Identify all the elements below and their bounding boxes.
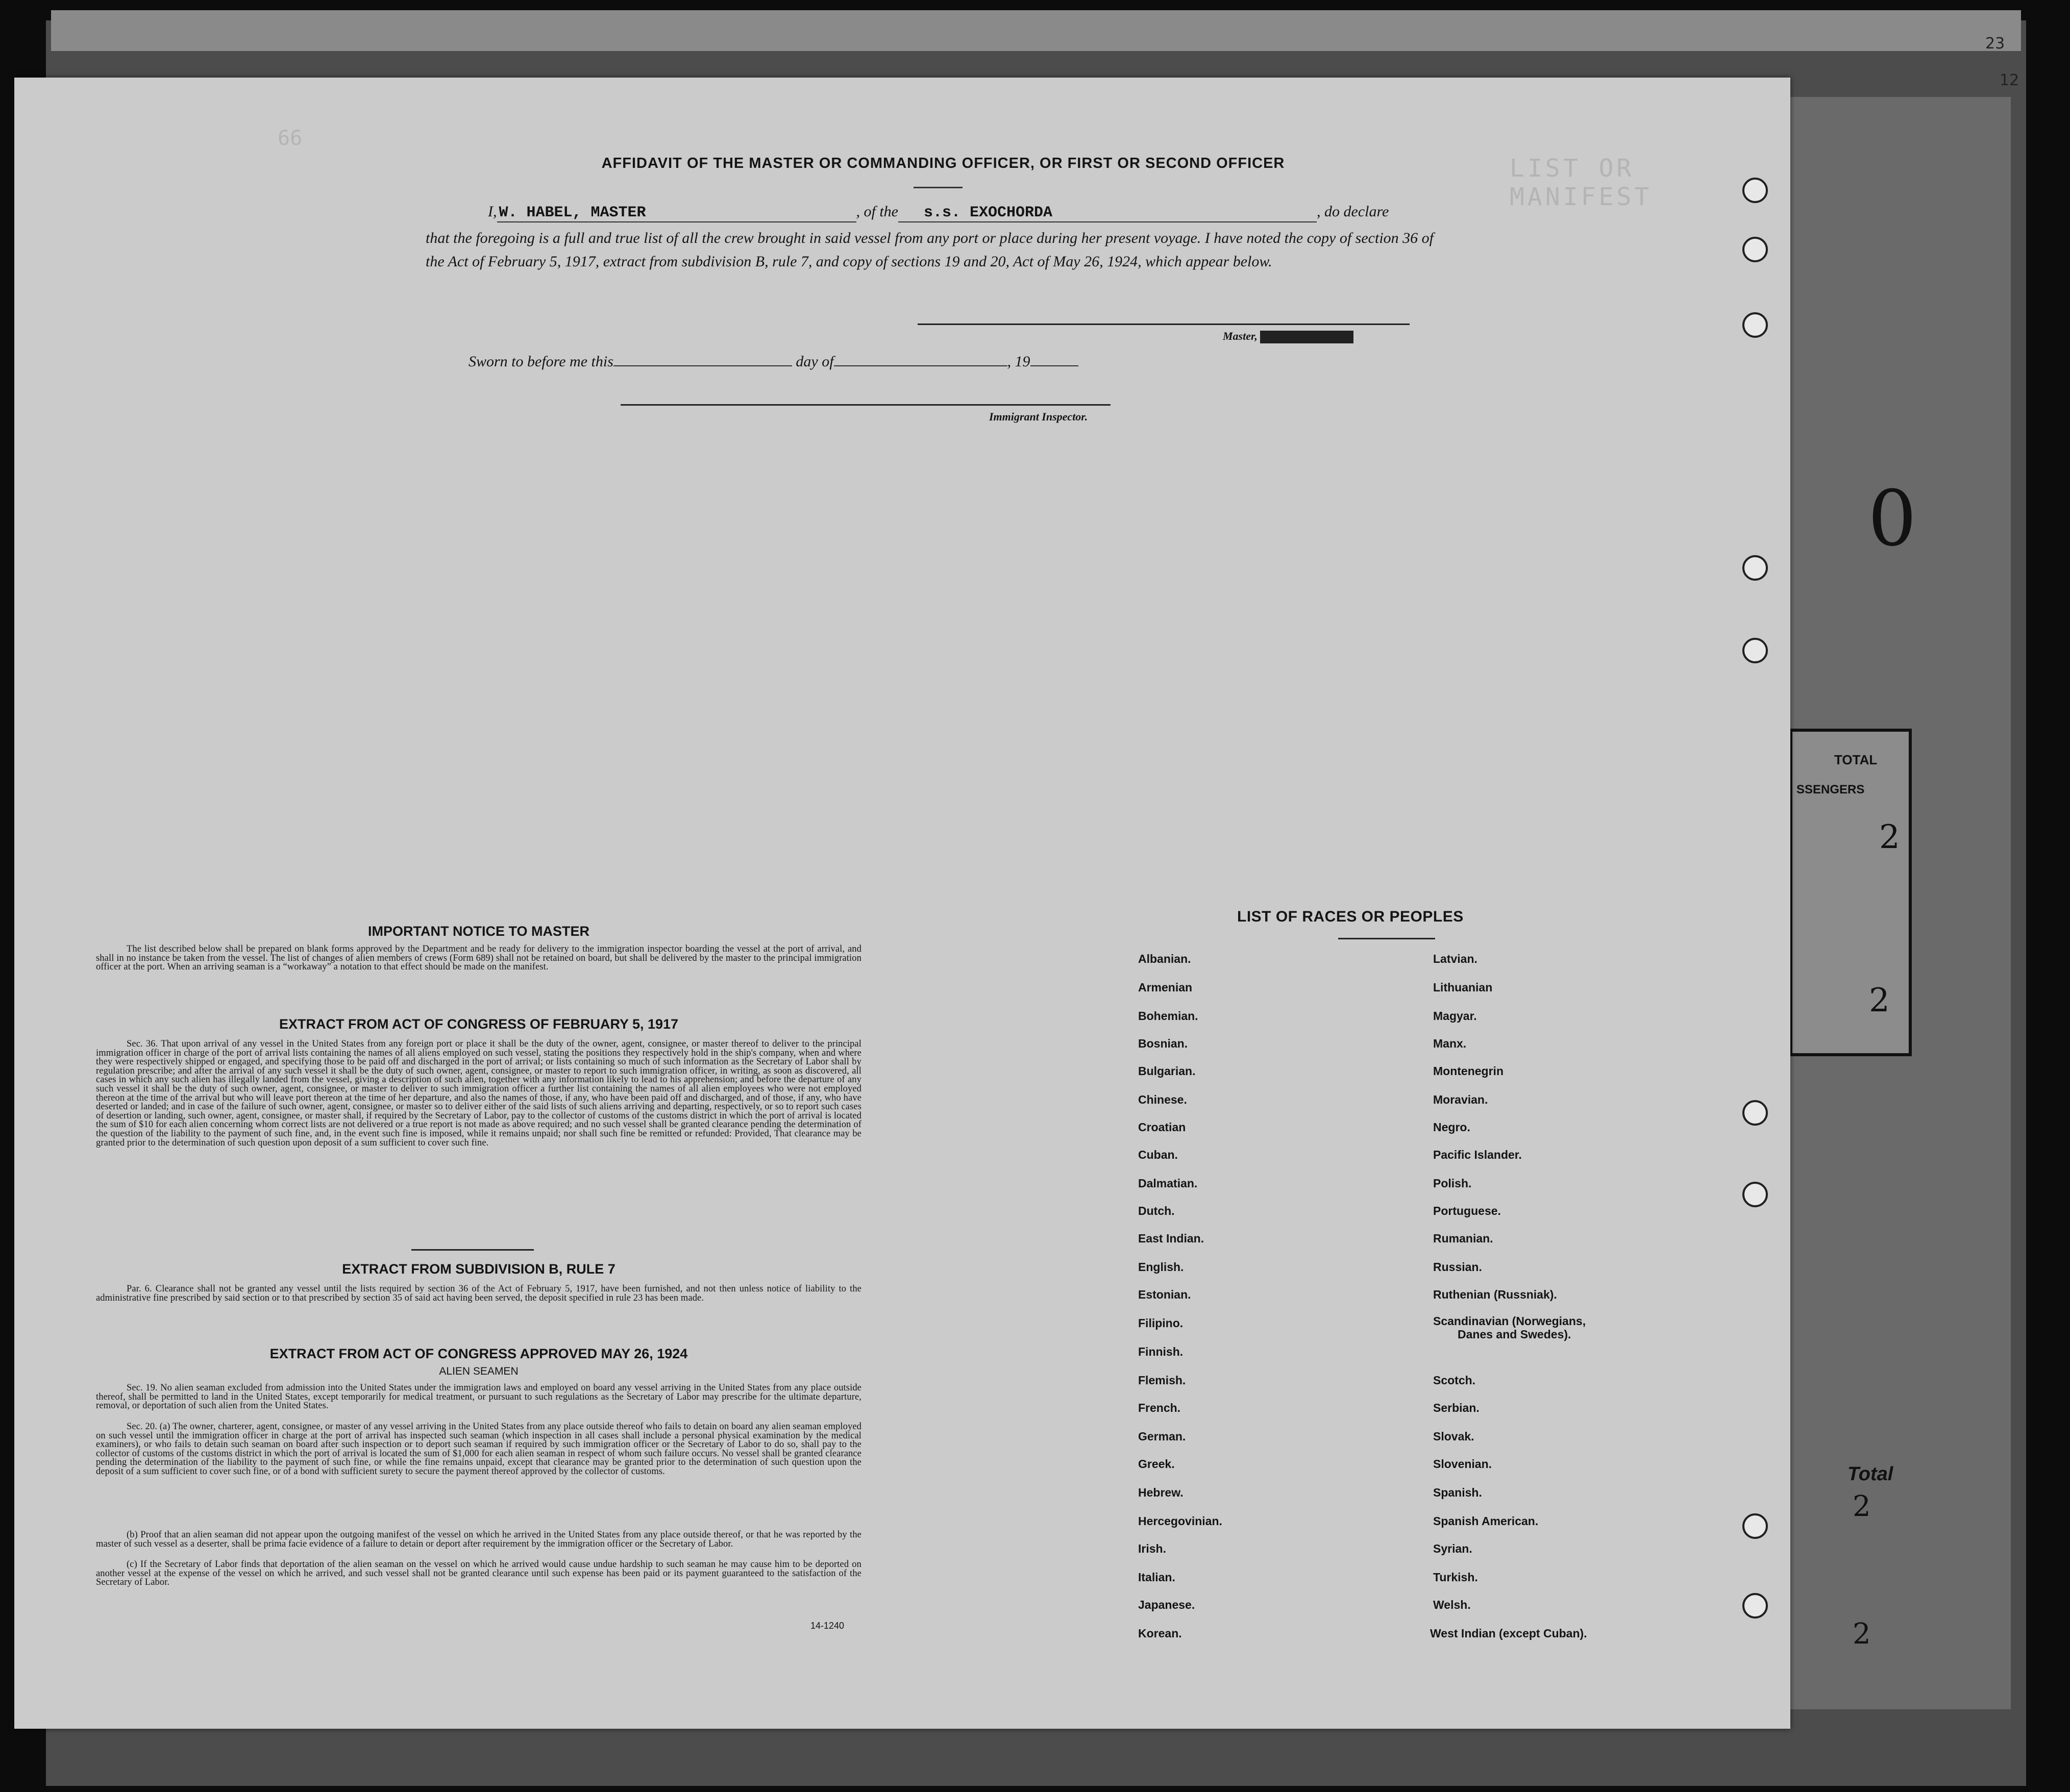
punch-hole [1742, 237, 1768, 262]
corner-number-top: 23 [1985, 35, 2005, 53]
extract2-text: Par. 6. Clearance shall not be granted any vessel until the lists required by section 36 of the Act of February 5, 1917, have been furnished, and not then unless notice of liability to the administrative fine prescribed by said section or to that prescribed by section 35 of said act having been served, the deposit specified in rule 23 has been made. [96, 1284, 861, 1303]
declaration-first-line [488, 203, 1389, 222]
affidavit-page [14, 78, 1790, 1729]
race-item: Croatian [1138, 1121, 1186, 1134]
race-item: Scotch. [1433, 1374, 1476, 1387]
race-item: Montenegrin [1433, 1064, 1504, 1078]
race-item: Pacific Islander. [1433, 1148, 1522, 1161]
master-label: Master, [1223, 330, 1258, 342]
totals-value-2: 2 [1869, 982, 1890, 1019]
race-item: East Indian. [1138, 1232, 1204, 1245]
faint-page-number: 66 [278, 127, 303, 150]
race-item: Finnish. [1138, 1345, 1184, 1358]
master-signature-label [1223, 330, 1353, 343]
do-declare-text: , do declare [1317, 203, 1389, 220]
race-item: Filipino. [1138, 1316, 1184, 1330]
race-item: Russian. [1433, 1260, 1482, 1274]
punch-hole [1742, 638, 1768, 663]
sec20b-text: (b) Proof that an alien seaman did not appear upon the outgoing manifest of the vessel on which he arrived in the United States from any place outside thereof, or that he was reported by the master of such vessel as a deserter, shall be prima facie evidence of a failure to detain or deport after requirement by the immigration officer or the Secretary of Labor. [96, 1530, 861, 1549]
race-item: Ruthenian (Russniak). [1433, 1288, 1557, 1301]
notice-heading: IMPORTANT NOTICE TO MASTER [368, 924, 589, 939]
extract3-heading: EXTRACT FROM ACT OF CONGRESS APPROVED MAY 26, 1924 [269, 1346, 688, 1361]
corner-number-second: 12 [2000, 71, 2019, 89]
race-item: Scandinavian (Norwegians, [1433, 1314, 1586, 1328]
struck-out-title: XXXXXXXXXXXXXX. [1260, 331, 1354, 343]
sworn-text: Sworn to before me this [469, 353, 613, 370]
totals-2-value-2: 2 [1853, 1617, 1871, 1651]
form-number: 14-1240 [810, 1621, 845, 1631]
race-item: Bulgarian. [1138, 1064, 1196, 1078]
race-item: Negro. [1433, 1121, 1470, 1134]
race-item: French. [1138, 1401, 1181, 1414]
totals-label-2: Total [1847, 1463, 1893, 1485]
race-item: Serbian. [1433, 1401, 1480, 1414]
race-item: English. [1138, 1260, 1184, 1274]
totals-box-passengers [1789, 729, 1912, 1056]
race-item: Hebrew. [1138, 1486, 1184, 1499]
sec20a-text: Sec. 20. (a) The owner, charterer, agent, consignee, or master of any vessel arriving in the United States from any place outside thereof who fails to detain on board any alien seaman employed on such vessel until the immigration officer in charge at the port of arrival has inspected such seaman (which inspection in all cases shall include a personal physical examination by the medical examiners), or who fails to detain such seaman on board after such inspection or to deport such seaman if required by such immigration officer or the Secretary of Labor to do so, shall pay to the collector of customs of the customs district in which the port of arrival is located the sum of $1,000 for each alien seaman in respect of whom such failure occurs. No vessel shall be granted clearance pending the determination of the liability to the payment of such fine, or while the fine remains unpaid, except that clearance may be granted prior to the determination of such question upon the deposit of a sum sufficient to cover such fine, or of a bond with sufficient surety to secure the payment thereof approved by the collector of customs. [96, 1422, 861, 1477]
sec19-text: Sec. 19. No alien seaman excluded from admission into the United States under the immigration laws and employed on board any vessel arriving in the United States from any place outside thereof, shall be permitted to land in the United States, except temporarily for medical treatment, or pursuant to such regulations as the Secretary of Labor may prescribe for the ultimate departure, removal, or deportation of such alien from the United States. [96, 1383, 861, 1411]
race-item: Chinese. [1138, 1093, 1187, 1106]
race-item: Turkish. [1433, 1571, 1478, 1584]
race-item: Japanese. [1138, 1598, 1195, 1611]
race-item: Rumanian. [1433, 1232, 1493, 1245]
race-item: Albanian. [1138, 952, 1191, 965]
extract1-heading: EXTRACT FROM ACT OF CONGRESS OF FEBRUARY 5, 1917 [279, 1016, 679, 1032]
race-item: Lithuanian [1433, 981, 1493, 994]
declaration-text: that the foregoing is a full and true list of all the crew brought in said vessel from any port or place during her present voyage. I have noted the copy of section 36 of the Act of February 5, 1917, extract from subdivision B, rule 7, and copy of sections 19 and 20, Act of May 26, 1924, which appear below. [426, 230, 1434, 270]
inspector-signature-line [621, 404, 1111, 406]
race-item: Slovak. [1433, 1430, 1474, 1443]
punch-hole [1742, 312, 1768, 338]
vessel-name-field: s.s. EXOCHORDA [898, 204, 1317, 222]
handwritten-mark: 0 [1868, 475, 1917, 563]
notice-text: The list described below shall be prepared on blank forms approved by the Department and be ready for delivery to the immigration inspector boarding the vessel at the port of arrival, and shall in no instance be taken from the vessel. The list of changes of alien members of crews (Form 689) shall not be retained on board, but shall be delivered by the master to the principal immigration officer at the port. When an arriving seaman is a “workaway” a notation to that effect should be made on the manifest. [96, 944, 861, 973]
race-item-continued: Danes and Swedes). [1458, 1328, 1571, 1341]
race-item: Armenian [1138, 981, 1193, 994]
totals-label: TOTAL [1834, 752, 1878, 767]
affidavit-title: AFFIDAVIT OF THE MASTER OR COMMANDING OFFICER, OR FIRST OR SECOND OFFICER [601, 155, 1285, 171]
punch-hole [1742, 1513, 1768, 1539]
race-item: West Indian (except Cuban). [1430, 1627, 1587, 1640]
race-item: Manx. [1433, 1037, 1467, 1050]
race-item: Korean. [1138, 1627, 1182, 1640]
extract2-heading: EXTRACT FROM SUBDIVISION B, RULE 7 [342, 1261, 615, 1277]
extract1-text: Sec. 36. That upon arrival of any vessel in the United States from any foreign port or place it shall be the duty of the owner, agent, consignee, or master thereof to deliver to the principal immigration officer in charge of the port of arrival lists containing the names of all aliens employed on such vessel, stating the positions they respectively hold in the ship's company, when and where they were respectively shipped or engaged, and specifying those to be paid off and discharged in the port of arrival; or lists containing so much of such information as the Secretary of Labor shall by regulation prescribe; and after the arrival of any such vessel it shall be the duty of such owner, agent, consignee, or master to report to such immigration officer, in writing, as soon as discovered, all cases in which any such alien has illegally landed from the vessel, giving a description of such alien, together with any information likely to lead to his apprehension; and before the departure of any such vessel it shall be the duty of such owner, agent, consignee, or master to deliver to such immigration officer a further list containing the names of all alien employees who were not employed thereon at the time of the arrival but who will leave port thereon at the time of her departure, and also the names of those, if any, who have been paid off and discharged, and of those, if any, who have deserted or landed; and in case of the failure of such owner, agent, consignee, or master so to deliver either of the said lists of such aliens arriving and departing, respectively, or so to report such cases of desertion or landing, such owner, agent, consignee, or master shall, if required by the Secretary of Labor, pay to the collector of customs of the customs district in which the port of arrival is located the sum of $10 for each alien concerning whom correct lists are not delivered or a true report is not made as above required; and no such vessel shall be granted clearance pending the determination of the question of the liability to the payment of such fine, and, in the event such fine is imposed, while it remains unpaid; nor shall such fine be remitted or refunded: Provided, That clearance may be granted prior to the determination of such question upon deposit of a sum sufficient to cover such fine. [96, 1039, 861, 1148]
title-rule [914, 187, 963, 188]
races-title: LIST OF RACES OR PEOPLES [1237, 908, 1464, 925]
totals-sublabel: SSENGERS [1796, 783, 1865, 797]
race-item: Welsh. [1433, 1598, 1471, 1611]
back-sheet-top-edge [51, 10, 2021, 51]
race-item: Slovenian. [1433, 1457, 1492, 1471]
race-item: Moravian. [1433, 1093, 1488, 1106]
race-item: Italian. [1138, 1571, 1175, 1584]
race-item: Syrian. [1433, 1542, 1472, 1555]
inspector-signature-label: Immigrant Inspector. [989, 410, 1088, 423]
race-item: Dalmatian. [1138, 1177, 1198, 1190]
punch-hole [1742, 1593, 1768, 1619]
race-item: Estonian. [1138, 1288, 1191, 1301]
extract3-subheading: ALIEN SEAMEN [439, 1365, 519, 1377]
race-item: Polish. [1433, 1177, 1472, 1190]
race-item: Irish. [1138, 1542, 1166, 1555]
master-name-field: W. HABEL, MASTER [497, 204, 856, 222]
punch-hole [1742, 1100, 1768, 1126]
totals-value-1: 2 [1879, 818, 1900, 856]
race-item: Bosnian. [1138, 1037, 1188, 1050]
sec20c-text: (c) If the Secretary of Labor finds that deportation of the alien seaman on the vessel on which he arrived would cause undue hardship to such seaman he may cause him to be deported on another vessel at the expense of the vessel on which he arrived, and such vessel shall not be granted clearance until such expense has been paid or its payment guaranteed to the satisfaction of the Secretary of Labor. [96, 1559, 861, 1588]
punch-hole [1742, 1182, 1768, 1207]
race-item: Flemish. [1138, 1374, 1186, 1387]
day-of-text: day of [796, 353, 834, 370]
section-rule [411, 1249, 534, 1251]
race-item: Dutch. [1138, 1204, 1175, 1217]
declaration-i: I, [488, 203, 497, 220]
of-the-text: , of the [856, 203, 898, 220]
punch-hole [1742, 555, 1768, 581]
master-signature-line [918, 323, 1410, 325]
sworn-line [469, 353, 1078, 370]
race-item: Spanish. [1433, 1486, 1482, 1499]
race-item: Greek. [1138, 1457, 1175, 1471]
race-item: Portuguese. [1433, 1204, 1501, 1217]
race-item: Cuban. [1138, 1148, 1178, 1161]
year-text: , 19 [1007, 353, 1030, 370]
faint-header: LIST OR MANIFEST [1510, 154, 1653, 211]
races-rule [1338, 938, 1435, 939]
race-item: Latvian. [1433, 952, 1477, 965]
race-item: Bohemian. [1138, 1009, 1198, 1023]
race-item: Magyar. [1433, 1009, 1477, 1023]
totals-2-value-1: 2 [1853, 1490, 1871, 1523]
race-item: German. [1138, 1430, 1186, 1443]
race-item: Spanish American. [1433, 1514, 1539, 1528]
race-item: Hercegovinian. [1138, 1514, 1222, 1528]
